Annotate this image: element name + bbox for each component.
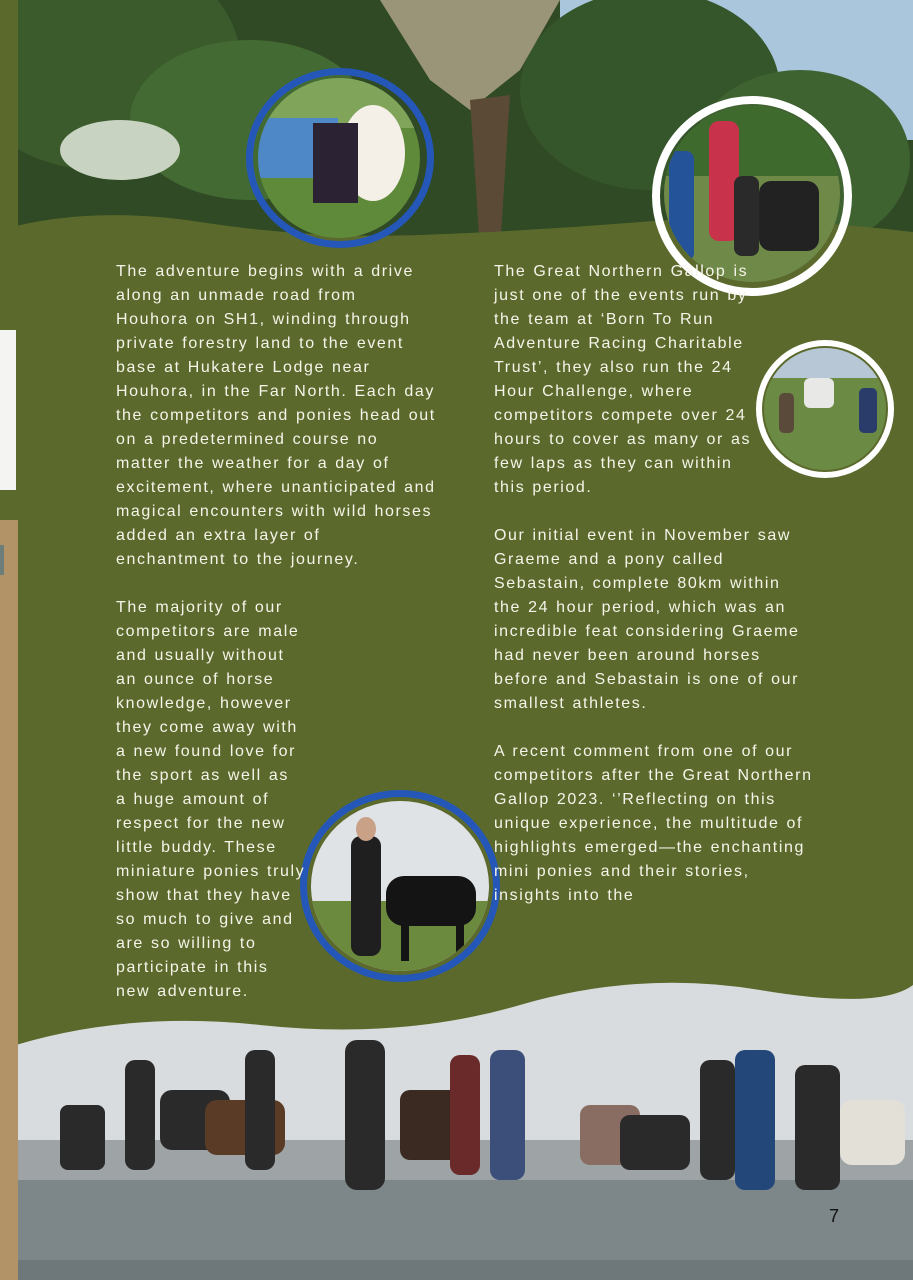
pony-blue-rug-photo [258,78,420,238]
page-number: 7 [828,1206,839,1226]
runners-with-pony-photo [664,106,840,282]
left-text-column [116,260,436,1028]
right-text-column [494,260,814,932]
right-paragraph-3: A recent comment from one of our competitors after the Great Northern Gallop 2023. ‘’Reflecting on this unique experience, the multitude of highlights emerged—the enchanting mini ponies and their stories, insights into the [494,743,813,904]
page-spine [0,0,18,1280]
right-paragraph-2: Our initial event in November saw Graeme and a pony called Sebastain, complete 80km within the 24 hour period, which was an incredible feat considering Graeme had never been around horses before and Sebastain is one of our smallest athletes. [494,527,800,712]
left-paragraph-2: The majority of our competitors are male and usually without an ounce of horse knowledge, however they come away with a new found love for the sport as well as a huge amount of respect for the new little buddy. These miniature ponies truly show that they have so much to give and are so willing to participate in this new adventure. [116,599,306,1000]
right-paragraph-1: The Great Northern Gallop is just one of the events run by the team at ‘Born To Run Adventure Racing Charitable Trust’, they also run the 24 Hour Challenge, where competitors compete over 24 hours to cover as many or as few laps as they can within this period. [494,263,752,496]
left-paragraph-1: The adventure begins with a drive along an unmade road from Houhora on SH1, winding through private forestry land to the event base at Hukatere Lodge near Houhora, in the Far North. Each day the competitors and ponies head out on a predetermined course no matter the weather for a day of excitement, where unanticipated and magical encounters with wild horses added an extra layer of enchantment to the journey. [116,263,436,568]
